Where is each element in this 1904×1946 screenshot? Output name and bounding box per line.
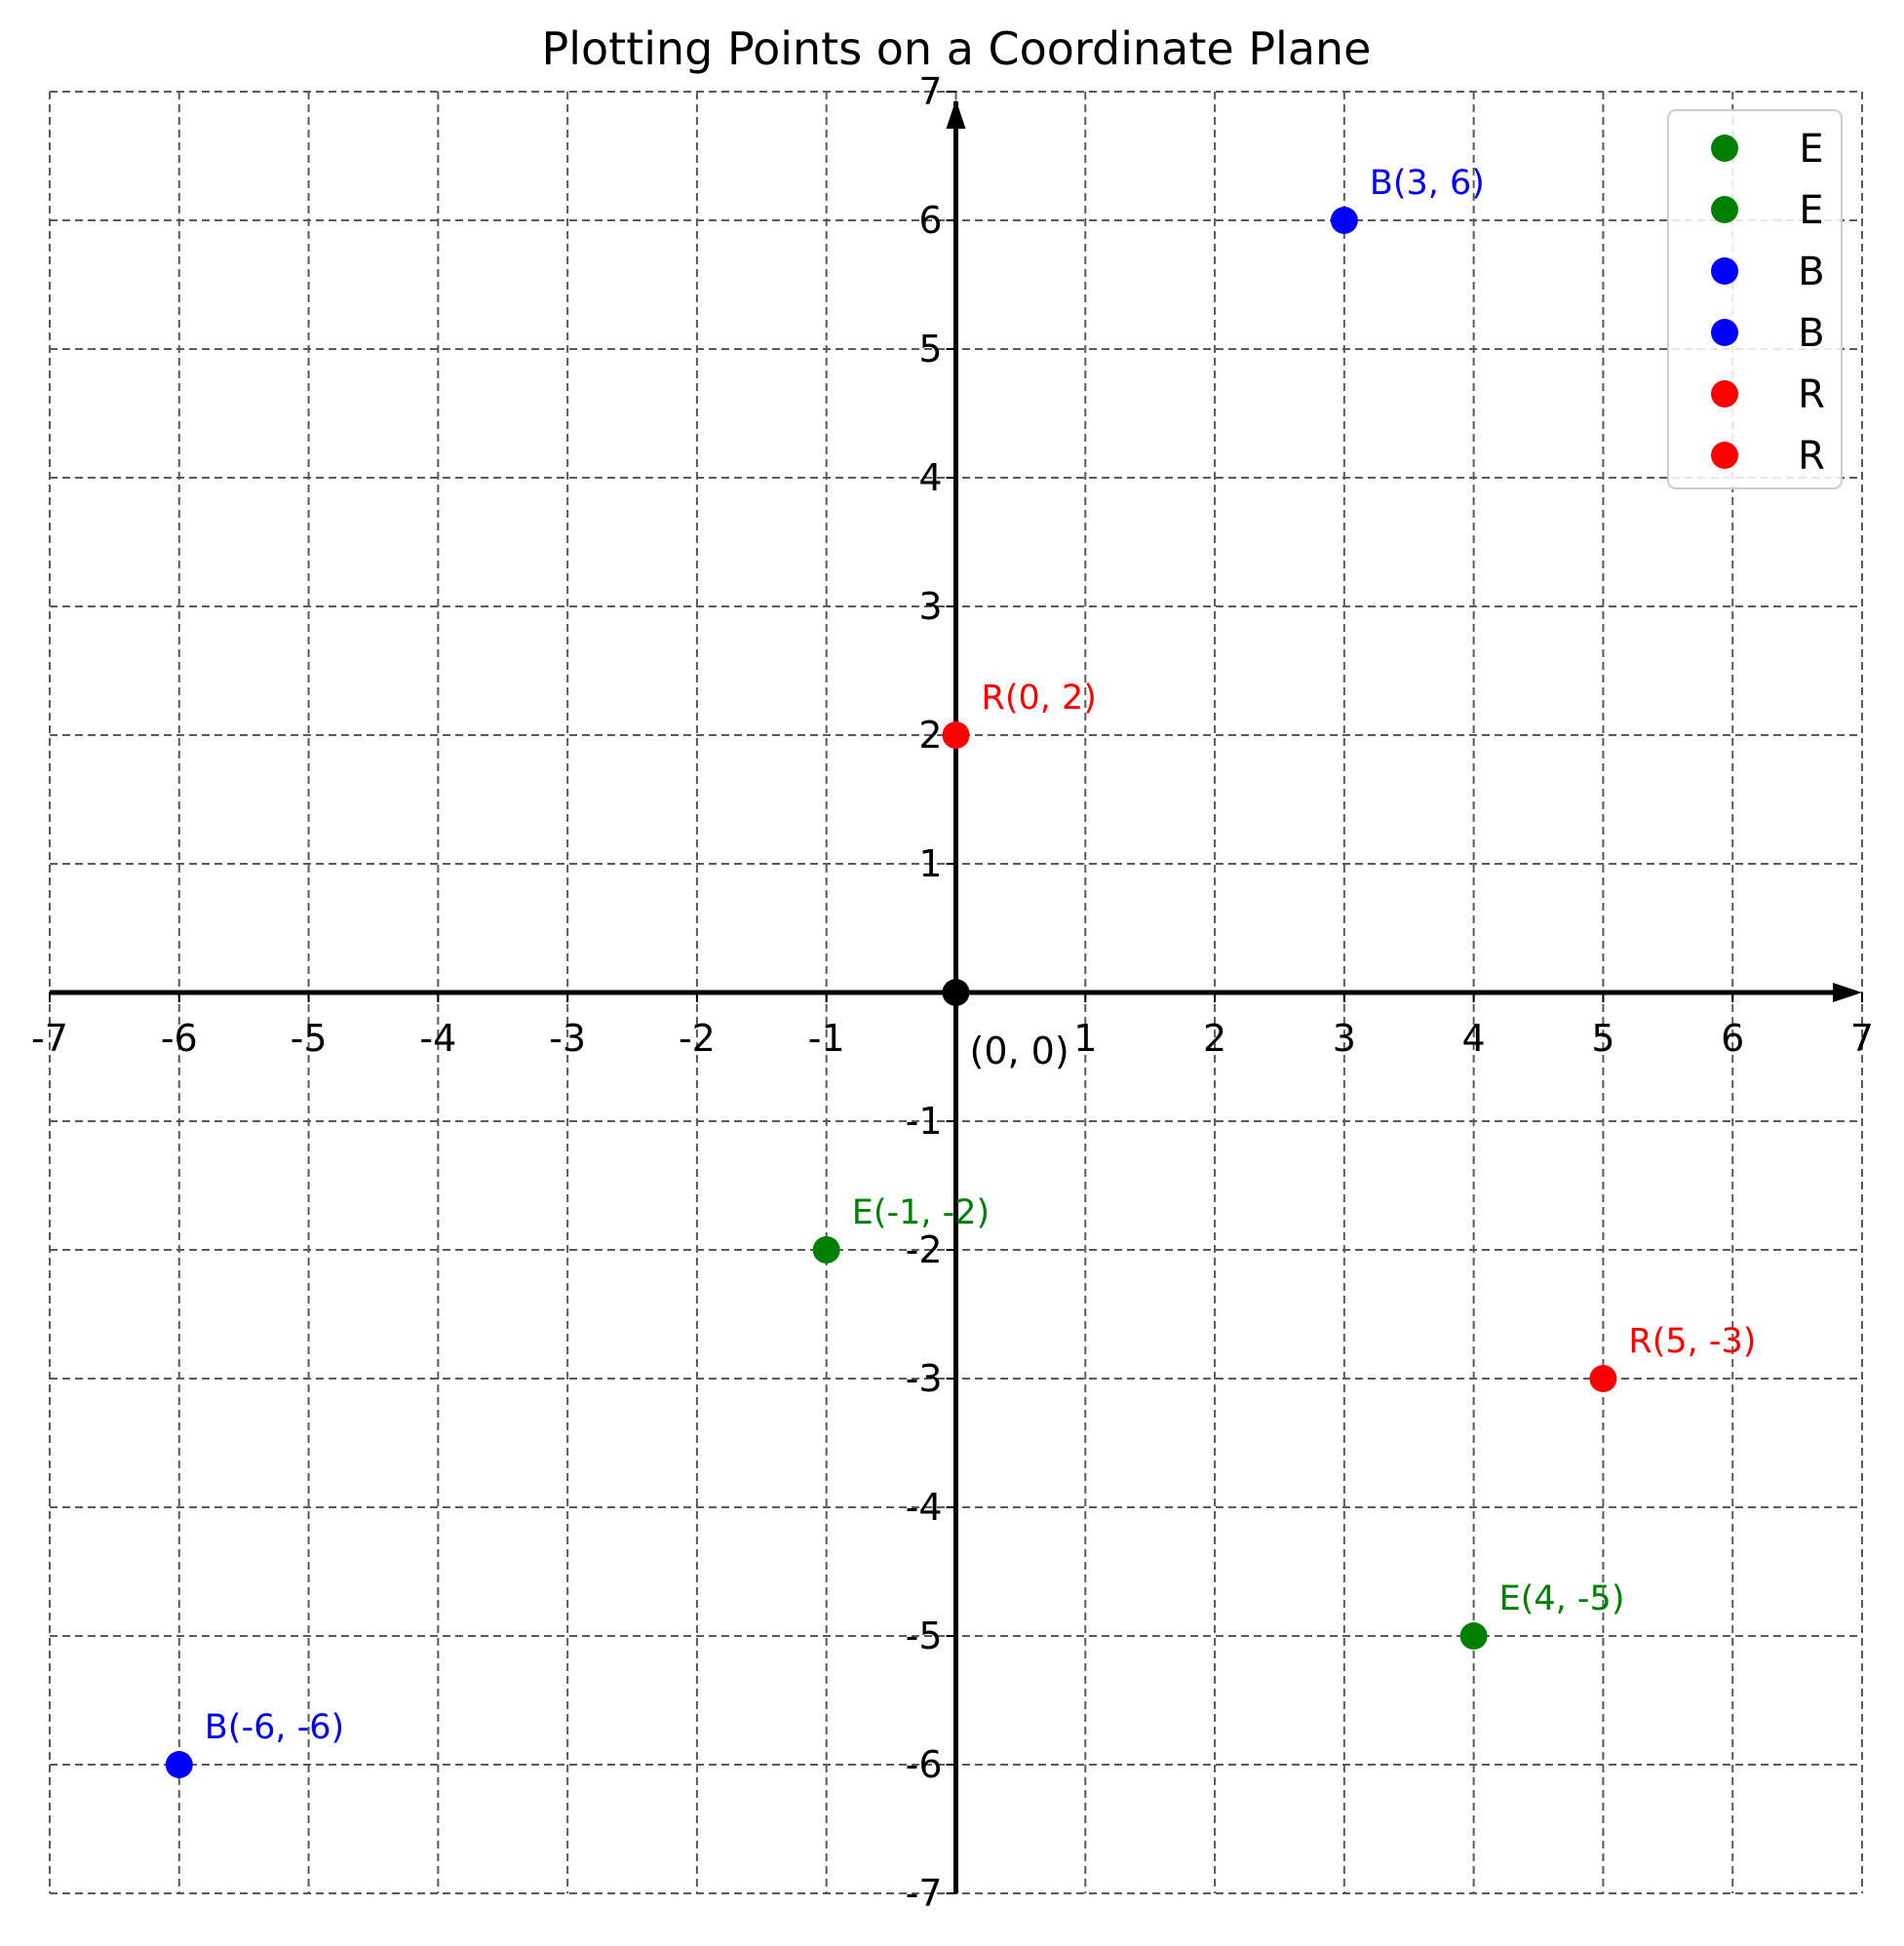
legend-marker — [1711, 442, 1738, 469]
legend-label: E — [1799, 188, 1824, 233]
x-tick-label: 2 — [1202, 1017, 1227, 1060]
point-label: R(5, -3) — [1628, 1322, 1757, 1361]
x-tick-label: 7 — [1849, 1017, 1875, 1060]
data-point — [1589, 1365, 1616, 1392]
y-tick-label: -2 — [905, 1228, 943, 1271]
x-tick-label: -1 — [807, 1017, 845, 1060]
data-point — [943, 721, 970, 749]
y-tick-label: 7 — [918, 70, 943, 113]
legend-marker — [1711, 319, 1738, 346]
x-axis-arrow — [1833, 983, 1862, 1002]
legend-marker — [1711, 196, 1738, 223]
y-tick-label: 2 — [918, 714, 943, 757]
data-point — [166, 1751, 193, 1778]
x-tick-label: 4 — [1461, 1017, 1486, 1060]
legend-label: R — [1798, 372, 1825, 417]
y-tick-label: 3 — [918, 585, 943, 628]
data-points — [166, 164, 1757, 1778]
y-tick-label: 6 — [918, 199, 943, 242]
x-tick-label: -3 — [549, 1017, 587, 1060]
y-tick-label: -6 — [905, 1743, 943, 1786]
legend-marker — [1711, 380, 1738, 408]
legend — [1668, 110, 1842, 488]
x-tick-label: -6 — [160, 1017, 198, 1060]
legend-marker — [1711, 257, 1738, 285]
legend-label: R — [1798, 434, 1825, 479]
point-label: B(3, 6) — [1369, 164, 1485, 203]
x-tick-label: -4 — [419, 1017, 457, 1060]
y-tick-label: 5 — [918, 328, 943, 370]
point-label: B(-6, -6) — [204, 1708, 345, 1747]
y-tick-label: 4 — [918, 456, 943, 499]
legend-label: B — [1798, 250, 1825, 294]
origin-label: (0, 0) — [969, 1030, 1069, 1072]
data-point — [813, 1236, 840, 1264]
legend-label: E — [1799, 127, 1824, 172]
x-tick-label: -5 — [290, 1017, 328, 1060]
legend-label: B — [1798, 311, 1825, 356]
y-tick-label: -7 — [905, 1872, 943, 1915]
point-label: R(0, 2) — [981, 679, 1097, 718]
legend-marker — [1711, 135, 1738, 162]
y-tick-label: 1 — [918, 842, 943, 885]
data-point — [1331, 207, 1358, 234]
x-tick-label: 5 — [1591, 1017, 1615, 1060]
y-tick-label: -1 — [905, 1100, 943, 1143]
point-label: E(4, -5) — [1498, 1579, 1625, 1618]
x-tick-label: -2 — [678, 1017, 716, 1060]
point-label: E(-1, -2) — [851, 1193, 991, 1232]
x-tick-label: -7 — [31, 1017, 68, 1060]
y-axis-arrow — [947, 99, 966, 129]
y-tick-label: -4 — [905, 1486, 943, 1529]
x-tick-label: 6 — [1721, 1017, 1745, 1060]
x-tick-label: 1 — [1073, 1017, 1098, 1060]
origin-point — [943, 979, 970, 1006]
x-tick-label: 3 — [1332, 1017, 1356, 1060]
y-tick-label: -3 — [905, 1357, 943, 1400]
y-tick-label: -5 — [905, 1615, 943, 1657]
chart-title: Plotting Points on a Coordinate Plane — [541, 22, 1372, 75]
data-point — [1460, 1622, 1488, 1650]
